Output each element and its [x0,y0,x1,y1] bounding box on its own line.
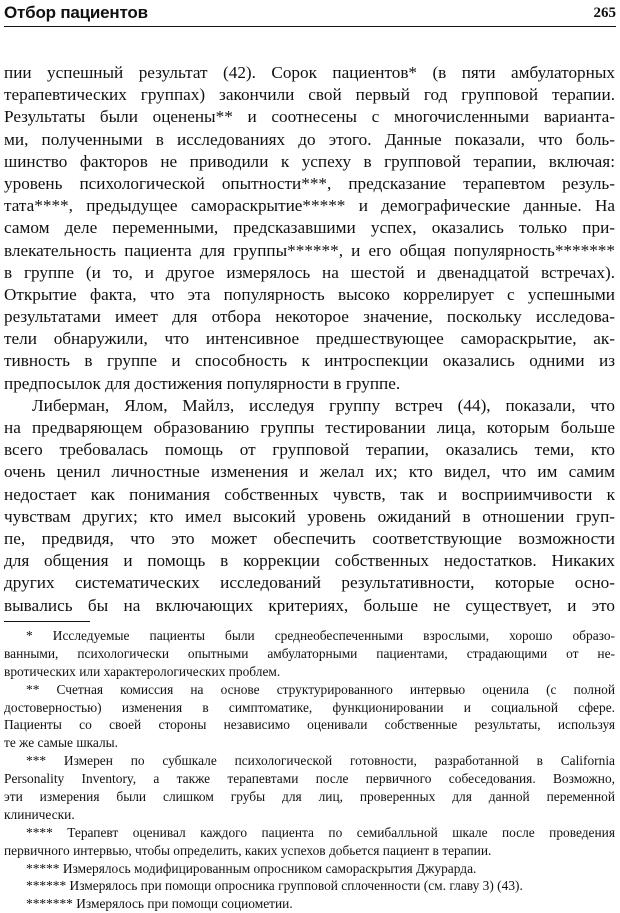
text-line: вывались бы на включающих критериях, больше не существует, и это [4,595,615,615]
text-line: влекательность пациента для группы******, и его общая популярность******* [4,240,615,260]
text-line: очень ценил личностные изменения и желал их; кто видел, что им самим [4,462,615,482]
text-line: предпосылок для достижения популярности в группе. [4,373,401,393]
text-line: чувствам других; кто имел высокий уровень ожиданий в отношении груп- [4,506,615,526]
footnote-line: ванными, психологически опытными амбулаторными пациентами, страдающими от не- [4,645,615,661]
footnote-line: первичного интервью, чтобы определить, каких успехов добьется пациент в терапии. [4,842,492,858]
text-line: тивность в группе и способность к интроспекции оказались одними из [4,351,615,371]
text-line: пии успешный результат (42). Сорок пациентов* (в пяти амбулаторных [4,63,615,82]
text-line: недостает как понимания собственных чувств, так и восприимчивости к [4,484,615,504]
text-line: на предваряющем образованию группы тестировании лица, которым больше [4,418,615,437]
footnote-line: достоверностью) изменения в симптоматике, функционировании и социальной сфере. [4,699,615,715]
text-line: пе, предвидя, что это может обеспечить соответствующие возможности [4,528,615,548]
running-head [4,2,616,27]
footnote-divider [4,621,90,622]
footnote-line: Пациенты со своей стороны независимо оценивали собственные результаты, используя [4,717,615,733]
footnote-line: ****** Измерялось при помощи опросника групповой сплоченности (см. главу 3) (43). [26,878,523,894]
footnotes [4,627,615,913]
text-line: в группе (и то, и другое измерялось на шестой и двенадцатой встречах). [4,262,615,282]
text-line: Результаты были оценены** и соотнесены с многочисленными варианта- [4,107,615,127]
footnote-line: эти измерения были слишком грубы для лиц, проверенных для данной переменной [4,789,615,805]
text-line: терапевтических группах) закончили свой первый год групповой терапии. [4,85,615,105]
main-text [4,62,615,617]
text-line: всего требовалась помощь от групповой терапии, оказались теми, кто [4,440,615,460]
footnote-line: клинически. [4,806,75,822]
paragraph-start-line: Либерман, Ялом, Майлз, исследуя группу встреч (44), показали, что [32,395,615,415]
text-line: самом деле переменными, предсказавшими успех, оказались только при- [4,218,615,238]
chapter-title: Отбор пациентов [4,3,148,22]
footnote-line: ** Счетная комиссия на основе структурированного интервью оценила (с полной [26,681,615,697]
text-line: уровень психологической опытности***, предсказание терапевтом резуль- [4,173,615,193]
text-line: других систематических исследований результативности, которые осно- [4,573,615,593]
footnote-line: * Исследуемые пациенты были среднеобеспеченными взрослыми, хорошо образо- [26,628,615,643]
text-line: тата****, предыдущее самораскрытие***** и демографические данные. На [4,196,615,216]
footnote-line: ******* Измерялось при помощи социометии. [26,896,293,912]
text-line: шинство факторов не приводили к успеху в групповой терапии, включая: [4,151,615,171]
text-line: ми, полученными в исследованиях до этого. Данные показали, что боль- [4,129,615,149]
text-line: тели обнаружили, что интенсивное предшествующее самораскрытие, ак- [4,329,615,349]
footnote-line: Personality Inventory, а также терапевтами после первичного собеседования. Возможно, [4,771,615,787]
footnote-line: **** Терапевт оценивал каждого пациента по семибалльной шкале после проведения [26,824,615,840]
footnote-line: ***** Измерялось модифицированным опросником самораскрытия Джурарда. [26,860,477,876]
text-line: результатами имеет для отбора некоторое значение, поскольку исследова- [4,307,615,327]
text-line: для общения и помощь в коррекции собственных недостатков. Никаких [4,551,615,571]
footnote-line: *** Измерен по субшкале психологической готовности, разработанной в California [26,753,615,769]
footnote-line: те же самые шкалы. [4,735,119,751]
text-line: Открытие факта, что эта популярность высоко коррелирует с успешными [4,284,615,304]
footnote-line: вротических или характерологических проблем. [4,663,281,679]
page-number: 265 [593,5,616,21]
